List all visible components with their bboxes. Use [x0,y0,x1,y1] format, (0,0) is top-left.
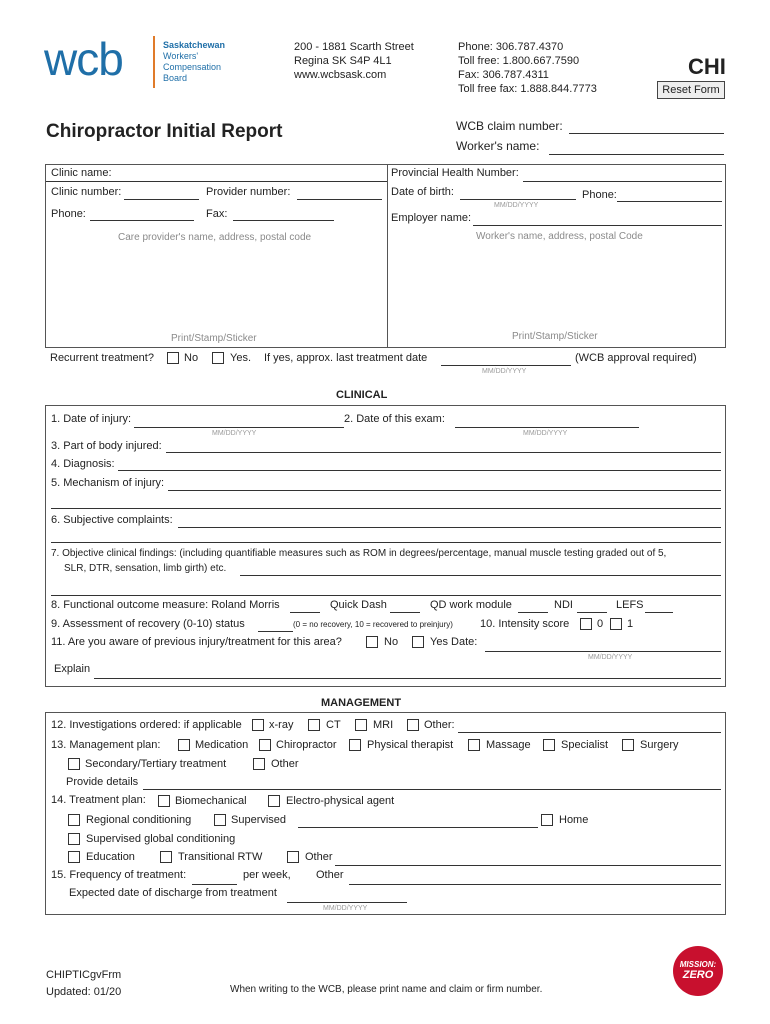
management-other-checkbox[interactable] [253,758,265,770]
org-line-1: Saskatchewan [163,40,226,50]
mri-checkbox[interactable] [355,719,367,731]
wcb-logo: wcb [44,33,123,85]
frequency-other-field[interactable] [349,884,721,885]
exam-date-hint: MM/DD/YYYY [523,430,568,437]
worker-name-label: Worker's name: [456,139,540,153]
surgery-label: Surgery [640,739,679,751]
recurrent-no-label: No [184,352,199,364]
q6-label: 6. Subjective complaints: [51,514,173,526]
care-provider-hint: Care provider's name, address, postal code [118,232,312,243]
q11-label: 11. Are you aware of previous injury/treatment for this area? [51,636,342,648]
address-line-3: www.wcbsask.com [294,69,387,81]
fax-label: Fax: [206,208,228,220]
intensity-1-checkbox[interactable] [610,618,622,630]
regional-checkbox[interactable] [68,814,80,826]
investigation-other-checkbox[interactable] [407,719,419,731]
regional-label: Regional conditioning [86,814,192,826]
clinic-number-field[interactable] [124,199,199,200]
home-checkbox[interactable] [541,814,553,826]
worker-phone-label: Phone: [582,189,617,201]
sup-global-label: Supervised global conditioning [86,833,236,845]
footer-note: When writing to the WCB, please print name and claim or firm number. [230,984,543,995]
phn-label: Provincial Health Number: [391,167,519,179]
q8-label: 8. Functional outcome measure: Roland Morris [51,599,280,611]
q5-label: 5. Mechanism of injury: [51,477,165,489]
form-code: CHI [688,54,726,79]
chiropractor-checkbox[interactable] [259,739,271,751]
badge-line-2: ZERO [682,969,714,981]
address-block [294,40,414,82]
clinic-name-label: Clinic name: [51,167,112,179]
qd-work-label: QD work module [430,599,512,611]
massage-label: Massage [486,739,531,751]
management-other-label: Other [271,758,299,770]
org-line-3: Compensation [163,62,222,72]
investigation-other-field[interactable] [458,732,721,733]
clinic-fax-field[interactable] [233,220,334,221]
education-label: Education [86,851,135,863]
q7-label: 7. Objective clinical findings: (including quantifiable measures such as ROM in degrees/percentage, manual muscle testing graded out of 5, [51,548,667,559]
care-provider-stamp-area[interactable] [50,245,383,331]
supervised-field[interactable] [298,827,538,828]
contact-block [458,40,597,96]
logo-divider [153,36,155,88]
subjective-field-2[interactable] [51,542,721,543]
claim-number-field[interactable] [569,133,724,134]
provide-details-field[interactable] [143,789,721,790]
q2-label: 2. Date of this exam: [344,413,445,425]
intensity-0-checkbox[interactable] [580,618,592,630]
biomechanical-checkbox[interactable] [158,795,170,807]
q9-label: 9. Assessment of recovery (0-10) status [51,618,245,630]
exam-date-field[interactable] [455,427,639,428]
recovery-status-field[interactable] [258,631,293,632]
clinic-phone-field[interactable] [90,220,194,221]
frequency-other-label: Other [316,869,344,881]
xray-label: x-ray [269,719,294,731]
wcb-approval-note: (WCB approval required) [575,352,697,364]
quick-dash-field[interactable] [390,612,420,613]
q3-label: 3. Part of body injured: [51,440,162,452]
clinic-number-label: Clinic number: [51,186,122,198]
address-line-2: Regina SK S4P 4L1 [294,55,392,67]
specialist-label: Specialist [561,739,609,751]
ct-label: CT [326,719,341,731]
provider-number-field[interactable] [297,199,382,200]
physio-checkbox[interactable] [349,739,361,751]
provide-details-label: Provide details [66,776,139,788]
dob-field[interactable] [460,199,576,200]
worker-stamp-area[interactable] [392,245,722,329]
intensity-1-label: 1 [627,618,634,630]
sup-global-checkbox[interactable] [68,833,80,845]
discharge-label: Expected date of discharge from treatment [69,887,277,899]
previous-yes-checkbox[interactable] [412,636,424,648]
recurrent-yes-checkbox[interactable] [212,352,224,364]
dob-format-hint: MM/DD/YYYY [494,202,539,209]
mechanism-field-2[interactable] [51,508,721,509]
contact-phone: Phone: 306.787.4370 [458,41,564,53]
last-treatment-date-field[interactable] [441,365,571,366]
per-week-label: per week, [243,869,291,881]
medication-label: Medication [195,739,249,751]
address-line-1: 200 - 1881 Scarth Street [294,41,414,53]
contact-tollfree: Toll free: 1.800.667.7590 [458,55,580,67]
treatment-other-checkbox[interactable] [287,851,299,863]
employer-label: Employer name: [391,212,472,224]
lefs-label: LEFS [616,599,644,611]
frequency-field[interactable] [192,884,237,885]
mri-label: MRI [373,719,394,731]
contact-tollfree-fax: Toll free fax: 1.888.844.7773 [458,83,597,95]
transitional-checkbox[interactable] [160,851,172,863]
date-of-injury-field[interactable] [134,427,344,428]
provider-number-label: Provider number: [206,186,291,198]
xray-checkbox[interactable] [252,719,264,731]
previous-yes-label: Yes Date: [430,636,478,648]
phone-label: Phone: [51,208,86,220]
discharge-date-field[interactable] [287,902,407,903]
roland-morris-field[interactable] [290,612,320,613]
employer-field[interactable] [473,225,722,226]
supervised-checkbox[interactable] [214,814,226,826]
treatment-other-field[interactable] [335,865,721,866]
q7-label-2: SLR, DTR, sensation, limb girth) etc. [64,563,227,574]
objective-field-2[interactable] [51,595,721,596]
transitional-label: Transitional RTW [178,851,263,863]
approx-date-label: If yes, approx. last treatment date [264,352,428,364]
form-id: CHIPTICgvFrm [46,969,122,981]
quick-dash-label: Quick Dash [330,599,387,611]
org-line-2: Workers' [163,51,199,61]
management-heading: MANAGEMENT [321,697,402,709]
recurrent-yes-label: Yes. [230,352,252,364]
secondary-label: Secondary/Tertiary treatment [85,758,227,770]
chiropractor-label: Chiropractor [276,739,337,751]
supervised-label: Supervised [231,814,287,826]
medication-checkbox[interactable] [178,739,190,751]
worker-phone-field[interactable] [617,201,722,202]
reset-form-button[interactable]: Reset Form [657,81,725,99]
massage-checkbox[interactable] [468,739,480,751]
q4-label: 4. Diagnosis: [51,458,115,470]
q13-label: 13. Management plan: [51,739,161,751]
physio-label: Physical therapist [367,739,454,751]
home-label: Home [559,814,589,826]
clinic-name-field[interactable] [46,181,387,182]
injury-date-hint: MM/DD/YYYY [212,430,257,437]
ndi-label: NDI [554,599,573,611]
left-stamp-hint: Print/Stamp/Sticker [171,333,257,344]
recurrent-label: Recurrent treatment? [50,352,154,364]
worker-hint: Worker's name, address, postal Code [476,231,643,242]
body-part-field[interactable] [166,452,721,453]
badge-line-1: MISSION: [679,960,717,969]
q1-label: 1. Date of injury: [51,413,132,425]
electro-checkbox[interactable] [268,795,280,807]
updated-date: Updated: 01/20 [46,986,122,998]
q10-label: 10. Intensity score [480,618,570,630]
phn-field[interactable] [523,181,722,182]
last-treatment-date-hint: MM/DD/YYYY [482,368,527,375]
investigation-other-label: Other: [424,719,455,731]
q12-label: 12. Investigations ordered: if applicable [51,719,242,731]
previous-no-checkbox[interactable] [366,636,378,648]
intensity-0-label: 0 [597,618,604,630]
page-title: Chiropractor Initial Report [46,121,283,142]
treatment-other-label: Other [305,851,333,863]
surgery-checkbox[interactable] [622,739,634,751]
lefs-field[interactable] [645,612,673,613]
objective-field[interactable] [240,575,721,576]
specialist-checkbox[interactable] [543,739,555,751]
q14-label: 14. Treatment plan: [51,794,146,806]
mechanism-field[interactable] [168,490,721,491]
subjective-field[interactable] [178,527,721,528]
right-stamp-hint: Print/Stamp/Sticker [512,331,598,342]
worker-name-field[interactable] [549,154,724,155]
explain-field[interactable] [94,678,721,679]
qd-work-field[interactable] [518,612,548,613]
clinical-heading: CLINICAL [336,389,388,401]
org-name [163,40,225,84]
diagnosis-field[interactable] [118,470,721,471]
recurrent-no-checkbox[interactable] [167,352,179,364]
secondary-checkbox[interactable] [68,758,80,770]
mission-zero-badge [673,946,723,996]
education-checkbox[interactable] [68,851,80,863]
discharge-date-hint: MM/DD/YYYY [323,905,368,912]
contact-fax: Fax: 306.787.4311 [458,69,549,81]
claim-number-label: WCB claim number: [456,119,563,133]
q9-note: (0 = no recovery, 10 = recovered to preinjury) [293,620,453,629]
previous-no-label: No [384,636,399,648]
q15-label: 15. Frequency of treatment: [51,869,187,881]
previous-date-hint: MM/DD/YYYY [588,654,633,661]
org-line-4: Board [163,73,188,83]
previous-date-field[interactable] [485,651,721,652]
dob-label: Date of birth: [391,186,454,198]
explain-label: Explain [54,663,91,675]
ndi-field[interactable] [577,612,607,613]
ct-checkbox[interactable] [308,719,320,731]
electro-label: Electro-physical agent [286,795,395,807]
biomechanical-label: Biomechanical [175,795,247,807]
